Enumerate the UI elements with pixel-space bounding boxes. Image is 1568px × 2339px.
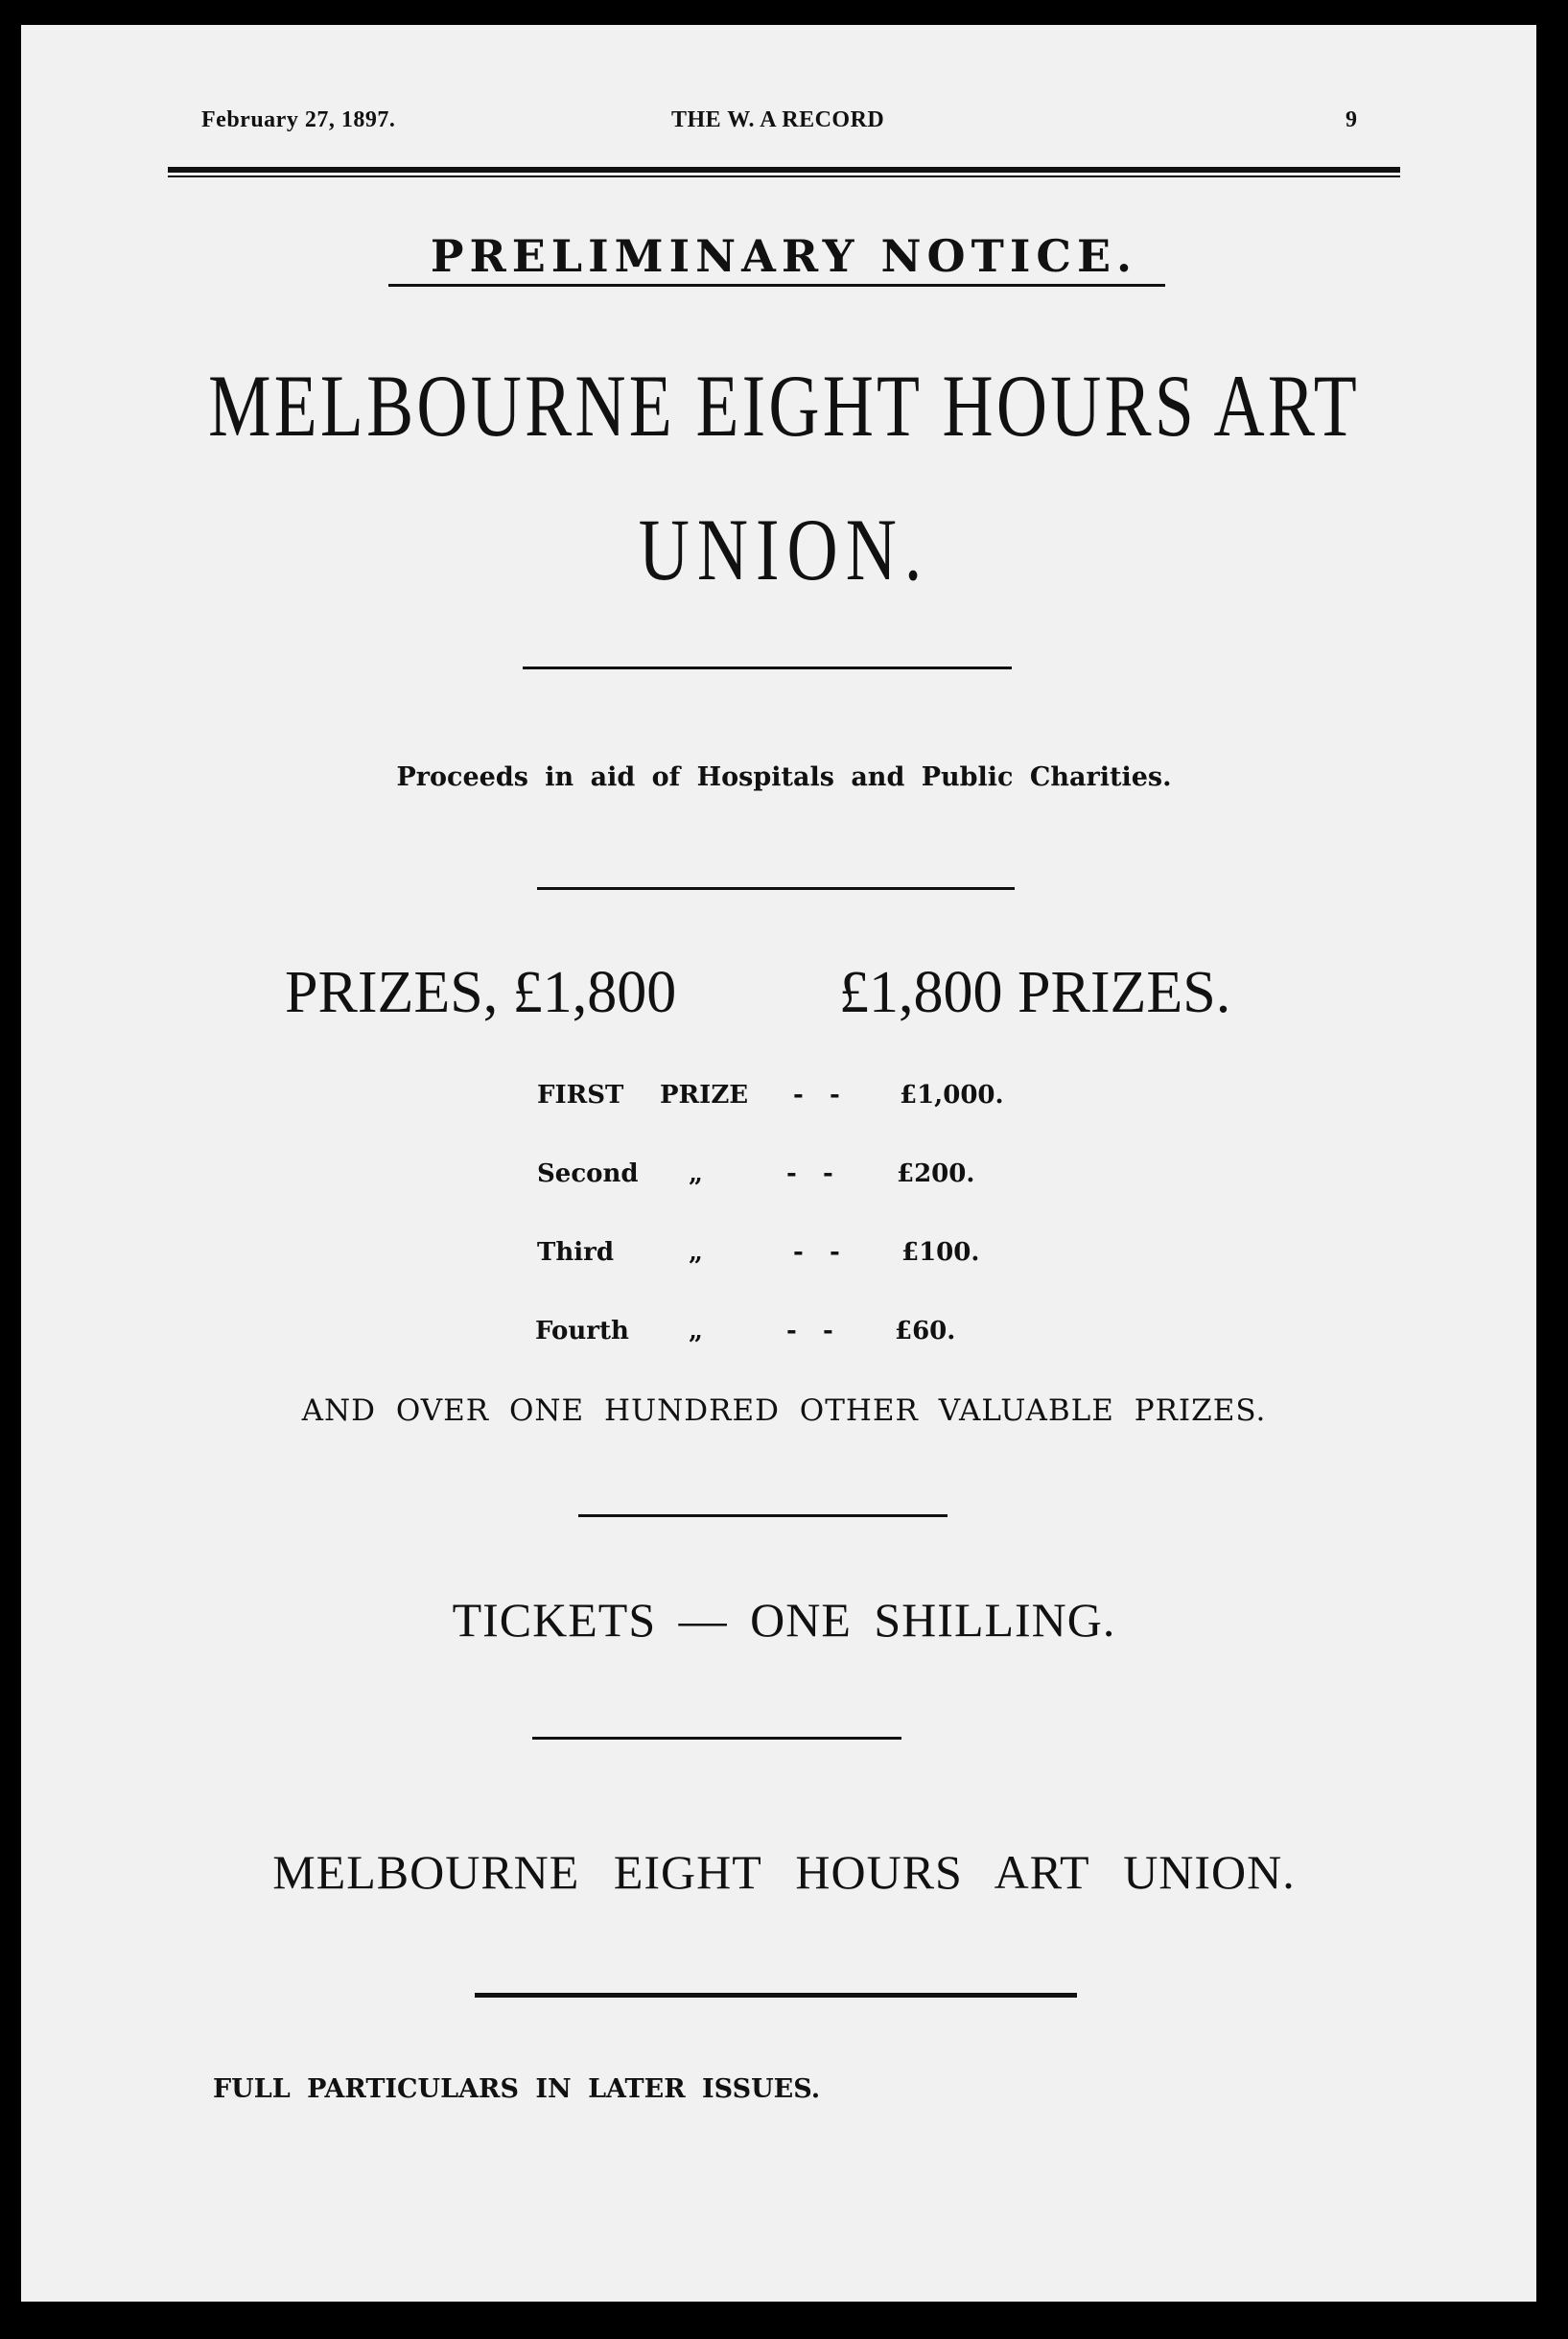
full-particulars-line: FULL PARTICULARS IN LATER ISSUES. [213, 2074, 821, 2104]
prize-word: „ [689, 1159, 703, 1188]
preliminary-notice: PRELIMINARY NOTICE. [430, 230, 1138, 282]
notice-underline [388, 284, 1165, 287]
footer-title: MELBOURNE EIGHT HOURS ART UNION. [272, 1845, 1296, 1899]
header-rule-thin [168, 175, 1400, 177]
prize-word: „ [689, 1317, 703, 1345]
prize-word: PRIZE [660, 1081, 749, 1110]
proceeds-line: Proceeds in aid of Hospitals and Public Charities. [396, 762, 1172, 792]
header-paper-name: THE W. A RECORD [671, 107, 885, 132]
divider-1 [523, 667, 1012, 669]
divider-3 [578, 1514, 948, 1517]
divider-5 [475, 1993, 1077, 1998]
prizes-left: PRIZES, £1,800 [285, 960, 677, 1025]
prize-place: Fourth [535, 1317, 629, 1345]
title-line-1: MELBOURNE EIGHT HOURS ART [208, 357, 1360, 455]
title-line-2: UNION. [638, 501, 930, 598]
prize-dashes: - - [786, 1317, 833, 1345]
prize-amount: £100. [901, 1238, 980, 1267]
prizes-right: £1,800 PRIZES. [839, 960, 1231, 1025]
prize-word: „ [689, 1238, 703, 1267]
prize-amount: £1,000. [900, 1081, 1004, 1110]
prize-amount: £200. [897, 1159, 975, 1188]
prize-dashes: - - [786, 1159, 833, 1188]
prize-place: Second [537, 1159, 639, 1188]
divider-4 [532, 1737, 901, 1740]
header-date: February 27, 1897. [201, 107, 396, 132]
prize-place: FIRST [537, 1081, 624, 1110]
prize-dashes: - - [793, 1081, 840, 1110]
prize-dashes: - - [793, 1238, 840, 1267]
divider-2 [537, 887, 1015, 890]
header-page-number: 9 [1346, 107, 1358, 132]
header-rule [168, 167, 1400, 173]
prize-amount: £60. [895, 1317, 956, 1345]
other-prizes-line: AND OVER ONE HUNDRED OTHER VALUABLE PRIZES. [301, 1393, 1267, 1428]
prize-place: Third [537, 1238, 615, 1267]
tickets-line: TICKETS — ONE SHILLING. [452, 1593, 1116, 1647]
